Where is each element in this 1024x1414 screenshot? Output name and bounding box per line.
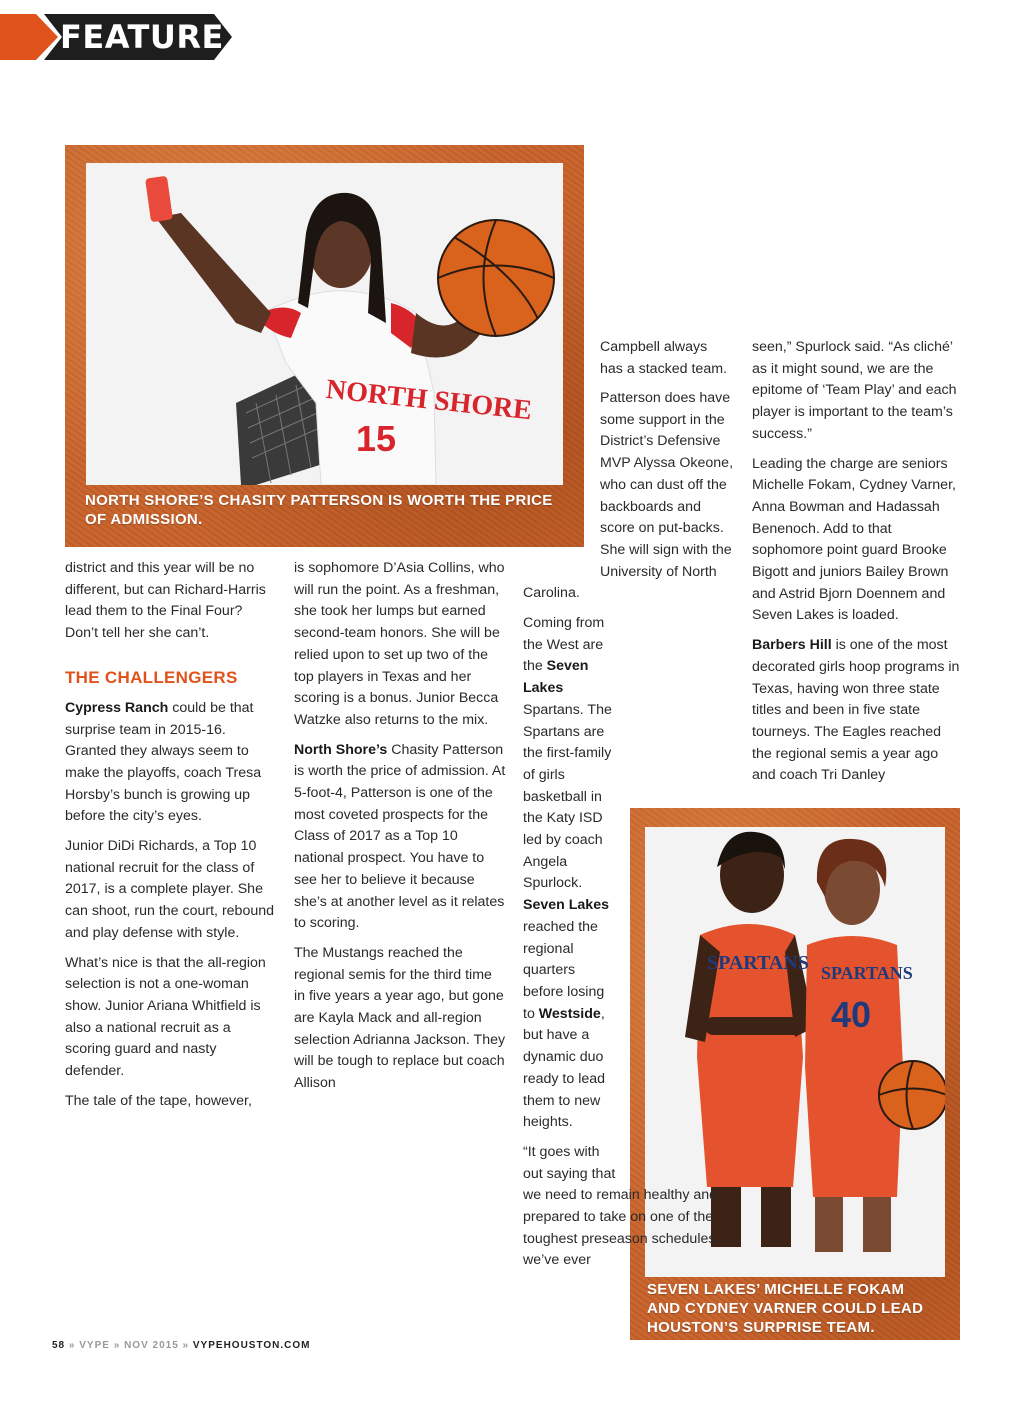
- paragraph: seen,” Spurlock said. “As cliché’ as it might sound, we are the epitome of ‘Team Play’ and each player is important to the team’s success.”: [752, 339, 957, 442]
- team-name: Seven Lakes: [523, 897, 609, 914]
- team-name: Cypress Ranch: [65, 699, 169, 716]
- section-label: FEATURE: [60, 18, 224, 56]
- paragraph: Patterson does have some support in the District’s Defensive MVP Alyssa Okeone, who can dust off the backboards and score on put-backs. She will sign with the University of North Carolina.: [523, 390, 734, 602]
- paragraph: is sophomore D’Asia Collins, who will run the point. As a freshman, she took her lumps but earned second-team honors. She will be relied upon to set up two of the top players in Texas and her scoring is a bonus. Junior Becca Watzke also returns to the mix.: [294, 560, 505, 728]
- photo-frame-north-shore: [65, 145, 584, 547]
- footer-separator: »: [182, 1340, 193, 1351]
- paragraph: “It goes with out saying that we need to remain healthy and prepared to take on one of the toughest preseason schedules we’ve ever: [523, 1143, 718, 1269]
- paragraph: Junior DiDi Richards, a Top 10 national recruit for the class of 2017, is a complete player. She can shoot, run the court, rebound and play defense with style.: [65, 838, 275, 941]
- paragraph: What’s nice is that the all-region selection is not a one-woman show. Junior Ariana Whitfield is also a national recruit as a scoring guard and nasty defender.: [65, 954, 266, 1080]
- team-name: Seven Lakes: [523, 658, 589, 697]
- section-heading: THE CHALLENGERS: [65, 667, 238, 687]
- jersey-text-left: SPARTANS: [707, 952, 809, 974]
- paragraph-text: reached the regional quarters before losing to: [523, 918, 605, 1022]
- website-link[interactable]: VYPEHOUSTON.COM: [192, 1340, 311, 1351]
- photo-north-shore: [86, 163, 563, 485]
- paragraph: Leading the charge are seniors Michelle Fokam, Cydney Varner, Anna Bowman and Hadassah Benenoch. Add to that sophomore point guard Brooke Bigott and juniors Bailey Brown and Astrid Bjorn Doennem and Seven Lakes is loaded.: [752, 455, 956, 624]
- paragraph: [294, 740, 506, 935]
- paragraph: district and this year will be no different, but can Richard-Harris lead them to the Final Four? Don’t tell her she can’t.: [65, 560, 266, 642]
- paragraph-text: Chasity Patterson is worth the price of admission. At 5-foot-4, Patterson is one of the most coveted prospects for the Class of 2017 as a Top 10 national prospect. You have to see her to believe it because she’s at another level as it relates to scoring.: [294, 741, 506, 932]
- paragraph: [65, 698, 278, 828]
- article-column-3: [523, 388, 734, 1280]
- paragraph: The Mustangs reached the regional semis for the third time in five years a year ago, but gone are Kayla Mack and all-region selection Adrianna Jackson. They will be tough to replace but coach Allison: [294, 944, 506, 1092]
- paragraph-text: , but have a dynamic duo ready to lead them to new heights.: [523, 1005, 606, 1131]
- page-number: 58: [52, 1340, 66, 1351]
- wrap-spacer: [616, 743, 734, 1173]
- issue-date: NOV 2015: [124, 1340, 179, 1351]
- paragraph-text: could be that surprise team in 2015-16. Granted they always seem to make the playoffs, coach Tresa Horsby’s bunch is growing up before the city’s eyes.: [65, 699, 262, 825]
- photo-caption-seven-lakes: SEVEN LAKES’ MICHELLE FOKAM AND CYDNEY VARNER COULD LEAD HOUSTON’S SURPRISE TEAM.: [647, 1281, 924, 1336]
- paragraph: Campbell always has a stacked team.: [600, 339, 727, 377]
- magazine-name: VYPE: [79, 1340, 110, 1351]
- paragraph: [752, 635, 962, 787]
- jersey-number: 15: [356, 418, 397, 459]
- jersey-number-right: 40: [831, 994, 872, 1035]
- article-column-2: [294, 558, 506, 1103]
- article-column-4: [752, 337, 962, 795]
- photo-caption-north-shore: NORTH SHORE’S CHASITY PATTERSON IS WORTH THE PRICE OF ADMISSION.: [85, 492, 553, 528]
- jersey-text: NORTH SHORE: [324, 373, 534, 427]
- paragraph-text: Coming from the West are the: [523, 615, 605, 675]
- section-banner: [0, 14, 240, 60]
- jersey-text-right: SPARTANS: [821, 963, 913, 983]
- wrap-spacer: [523, 388, 600, 562]
- paragraph-text: Spartans. The Spartans are the first-family of girls basketball in the Katy ISD led by coach Angela Spurlock.: [523, 701, 612, 892]
- article-column-1: [65, 558, 278, 1120]
- paragraph-text: is one of the most decorated girls hoop programs in Texas, having won three state titles and been in five state tourneys. The Eagles reached the regional semis a year ago and coach Tri Danley: [752, 637, 960, 784]
- player-illustration-icon: [86, 163, 563, 485]
- footer-separator: »: [68, 1340, 80, 1351]
- team-name: North Shore’s: [294, 741, 388, 758]
- team-name: Barbers Hill: [752, 637, 832, 654]
- paragraph: The tale of the tape, however,: [65, 1092, 252, 1109]
- article-column-3-top: [600, 337, 734, 388]
- page-footer: [52, 1340, 311, 1351]
- team-name: Westside: [538, 1005, 601, 1022]
- footer-separator: »: [113, 1340, 125, 1351]
